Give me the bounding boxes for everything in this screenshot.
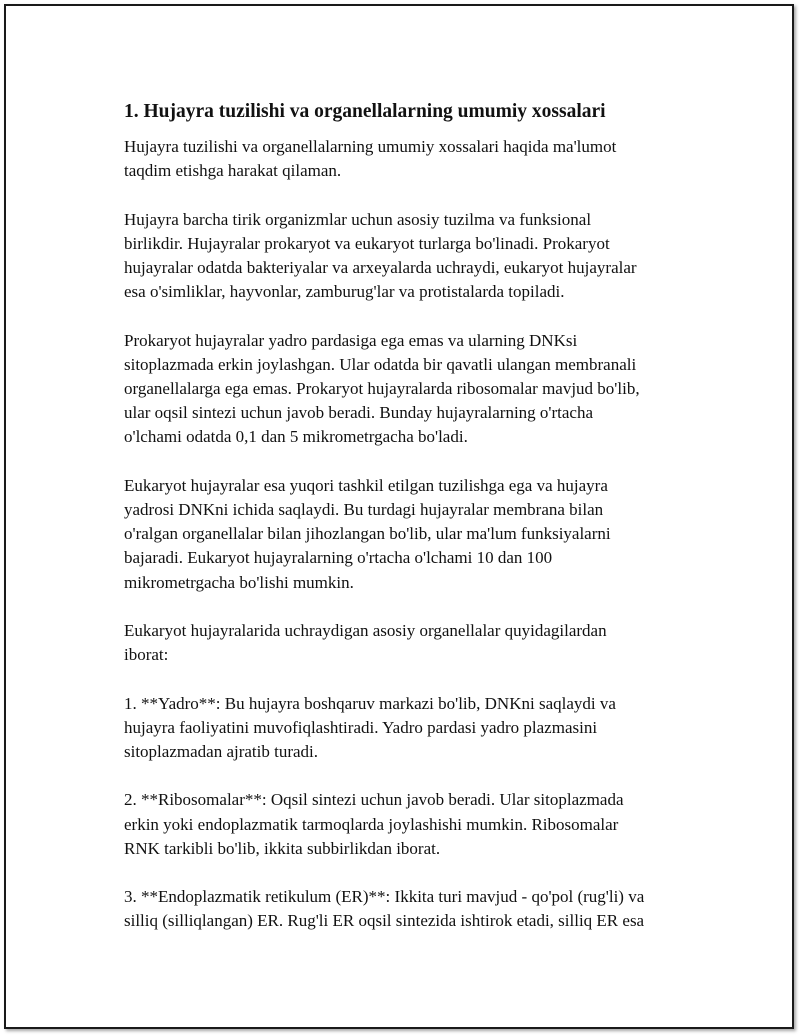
document-body <box>124 99 694 934</box>
list-item-er: 3. **Endoplazmatik retikulum (ER)**: Ikkita turi mavjud - qo'pol (rug'li) va silliq (silliqlangan) ER. Rug'li ER oqsil sintezida ishtirok etadi, silliq ER esa <box>124 887 645 931</box>
document-title: 1. Hujayra tuzilishi va organellalarning umumiy xossalari <box>124 101 606 122</box>
paragraph-cell-overview: Hujayra barcha tirik organizmlar uchun asosiy tuzilma va funksional birlikdir. Hujayralar prokaryot va eukaryot turlarga bo'linadi. Prokaryot hujayralar odatda bakteriyalar va arxeyalarda uchraydi, eukaryot hujayralar esa o'simliklar, hayvonlar, zamburug'lar va protistalarda topiladi. <box>124 209 637 302</box>
list-item-ribosomes: 2. **Ribosomalar**: Oqsil sintezi uchun javob beradi. Ular sitoplazmada erkin yoki endoplazmatik tarmoqlarda joylashishi mumkin. Ribosomalar RNK tarkibli bo'lib, ikkita subbirlikdan iborat. <box>124 790 624 858</box>
paragraph-prokaryote: Prokaryot hujayralar yadro pardasiga ega emas va ularning DNKsi sitoplazmada erkin joylashgan. Ular odatda bir qavatli ulangan membranali organellalarga ega emas. Prokaryot hujayralarda ribosomalar mavjud bo'lib, ular oqsil sintezi uchun javob beradi. Bunday hujayralarning o'rtacha o'lchami odatda 0,1 dan 5 mikrometrgacha bo'ladi. <box>124 330 640 447</box>
page-frame <box>4 4 794 1029</box>
list-item-nucleus: 1. **Yadro**: Bu hujayra boshqaruv markazi bo'lib, DNKni saqlaydi va hujayra faoliyatini muvofiqlashtiradi. Yadro pardasi yadro plazmasini sitoplazmadan ajratib turadi. <box>124 693 616 761</box>
paragraph-organelles-intro: Eukaryot hujayralarida uchraydigan asosiy organellalar quyidagilardan iborat: <box>124 621 607 665</box>
paragraph-intro: Hujayra tuzilishi va organellalarning umumiy xossalari haqida ma'lumot taqdim etishga harakat qilaman. <box>124 137 617 181</box>
paragraph-eukaryote: Eukaryot hujayralar esa yuqori tashkil etilgan tuzilishga ega va hujayra yadrosi DNKni ichida saqlaydi. Bu turdagi hujayralar membrana bilan o'ralgan organellalar bilan jihozlangan bo'lib, ular ma'lum funksiyalarni bajaradi. Eukaryot hujayralarning o'rtacha o'lchami 10 dan 100 mikrometrgacha bo'lishi mumkin. <box>124 475 611 592</box>
